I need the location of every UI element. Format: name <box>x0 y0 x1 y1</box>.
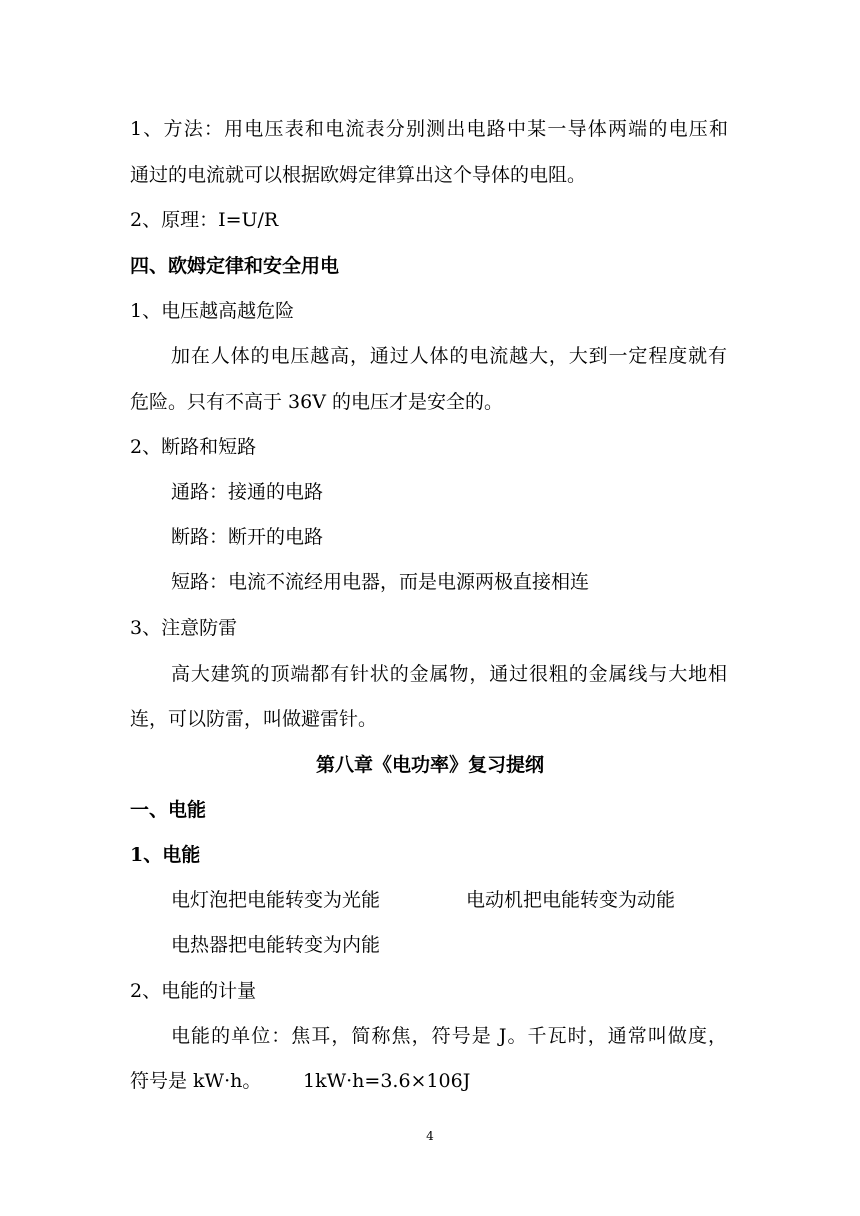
page-number: 4 <box>426 1129 434 1143</box>
text-line: 1、电压越高越危险 <box>130 300 295 322</box>
text-line: 符号是 kW·h。 <box>130 1070 262 1092</box>
formula-text: 1kW·h=3.6×106J <box>303 1070 471 1092</box>
text-line: 2、电能的计量 <box>130 980 257 1002</box>
text-line: 加在人体的电压越高，通过人体的电流越大，大到一定程度就有 <box>171 345 727 367</box>
text-line: 短路：电流不流经用电器，而是电源两极直接相连 <box>171 571 590 593</box>
text-line: 3、注意防雷 <box>130 617 238 639</box>
text-line: 电热器把电能转变为内能 <box>171 934 381 956</box>
section-heading: 一、电能 <box>130 799 207 821</box>
text-line: 断路：断开的电路 <box>171 526 324 548</box>
subsection-heading: 1、电能 <box>130 844 201 866</box>
text-line: 通过的电流就可以根据欧姆定律算出这个导体的电阻。 <box>130 164 587 186</box>
text-line: 高大建筑的顶端都有针状的金属物，通过很粗的金属线与大地相 <box>171 663 727 685</box>
text-line: 通路：接通的电路 <box>171 481 324 503</box>
text-line: 连，可以防雷，叫做避雷针。 <box>130 708 378 730</box>
chapter-title: 第八章《电功率》复习提纲 <box>315 754 544 776</box>
text-line: 1、方法：用电压表和电流表分别测出电路中某一导体两端的电压和 <box>130 118 728 140</box>
text-line: 电动机把电能转变为动能 <box>466 889 676 911</box>
text-line: 危险。只有不高于 36V 的电压才是安全的。 <box>130 391 503 413</box>
text-line: 电灯泡把电能转变为光能 <box>171 889 381 911</box>
text-line: 电能的单位：焦耳，简称焦，符号是 J。千瓦时，通常叫做度， <box>171 1025 727 1047</box>
section-heading: 四、欧姆定律和安全用电 <box>130 255 340 277</box>
text-line: 2、断路和短路 <box>130 436 257 458</box>
text-line: 2、原理：I=U/R <box>130 209 279 231</box>
